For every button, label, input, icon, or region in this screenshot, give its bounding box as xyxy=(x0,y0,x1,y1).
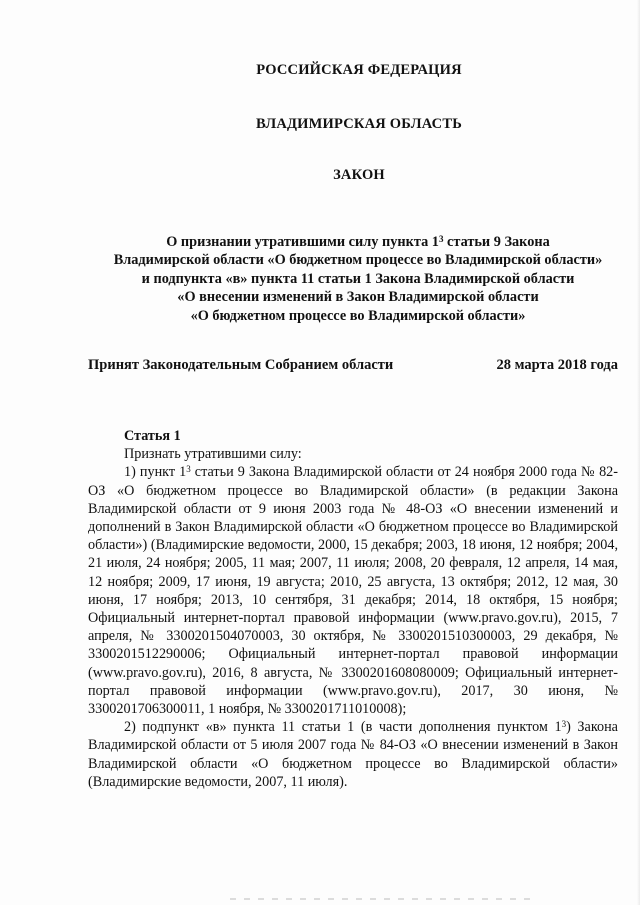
country-heading: РОССИЙСКАЯ ФЕДЕРАЦИЯ xyxy=(256,62,462,78)
scan-artifact xyxy=(230,898,530,900)
law-title-line-5: «О бюджетном процессе во Владимирской области» xyxy=(190,307,526,324)
article-heading: Статья 1 xyxy=(124,428,181,444)
article-intro: Признать утратившими силу: xyxy=(124,446,302,463)
law-title-line-4: «О внесении изменений в Закон Владимирской области xyxy=(177,289,539,306)
law-title-line-1: О признании утратившими силу пункта $1^3$ статьи 9 Закона xyxy=(166,234,550,250)
adoption-date: 28 марта 2018 года xyxy=(496,357,618,373)
law-title-line-2: Владимирской области «О бюджетном процессе во Владимирской области» xyxy=(113,252,603,269)
article-item-2: 2) подпункт «в» пункта 11 статьи 1 (в части дополнения пунктом $1^3$) Закона Владимирской области от 5 июля 2007 года № 84-ОЗ «О внесении изменений в Закон Владимирской области «О бюджетном процессе во Владимирской области» (Владимирские ведомости, 2007, 11 июля). xyxy=(88,719,618,790)
article-item-1: 1) пункт $1^3$ статьи 9 Закона Владимирской области от 24 ноября 2000 года № 82-ОЗ «О бюджетном процессе во Владимирской области» (в редакции Закона Владимирской области от 9 июня 2003 года № 48-ОЗ «О внесении изменений и дополнений в Закон Владимирской области «О бюджетном процессе во Владимирской области») (Владимирские ведомости, 2000, 15 декабря; 2003, 18 июня, 12 ноября; 2004, 21 июля, 24 ноября; 2005, 11 мая; 2007, 11 июля; 2008, 20 февраля, 12 апреля, 14 мая, 12 ноября; 2009, 17 июня, 19 августа; 2010, 25 августа, 13 октября; 2012, 12 мая, 30 июня, 17 ноября; 2013, 10 сентября, 31 декабря; 2014, 18 октября, 15 ноября; Официальный интернет-портал правовой информации (www.pravo.gov.ru), 2015, 7 апреля, № 3300201504070003, 30 октября, № 3300201510300003, 29 декабря, № 3300201512290006; Официальный интернет-портал правовой информации (www.pravo.gov.ru), 2016, 8 августа, № 3300201608080009; Официальный интернет-портал правовой информации (www.pravo.gov.ru), 2017, 30 июня, № 3300201706300011, 1 ноября, № 3300201711010008); xyxy=(88,464,618,718)
region-heading: ВЛАДИМИРСКАЯ ОБЛАСТЬ xyxy=(256,116,462,132)
law-title xyxy=(80,233,636,325)
adopted-by: Принят Законодательным Собранием области xyxy=(88,357,394,373)
article-1 xyxy=(88,427,618,791)
law-title-line-3: и подпункта «в» пункта 11 статьи 1 Закона Владимирской области xyxy=(141,270,575,287)
document-type-heading: ЗАКОН xyxy=(333,167,385,183)
